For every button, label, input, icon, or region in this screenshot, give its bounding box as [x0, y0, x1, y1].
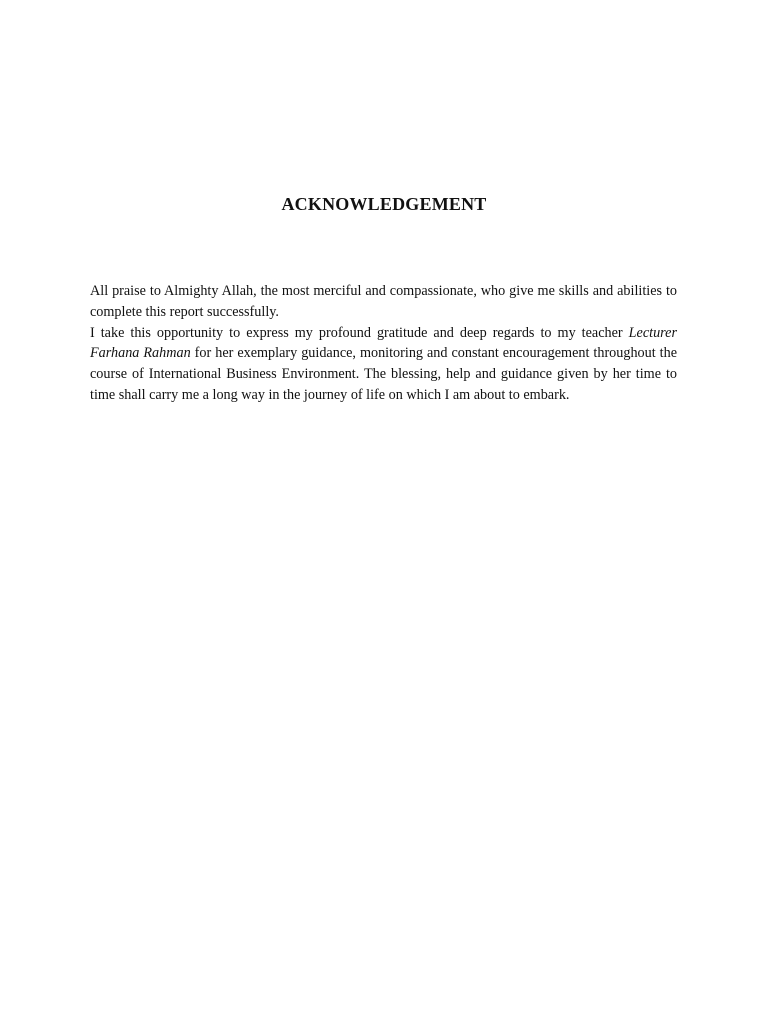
gratitude-text-start: I take this opportunity to express my profound gratitude and deep regards to my teacher [90, 324, 629, 341]
paragraph-praise: All praise to Almighty Allah, the most merciful and compassionate, who give me skills and abilities to complete this report successfully. [90, 283, 677, 320]
acknowledgement-body [90, 281, 677, 406]
paragraph-gratitude [90, 323, 677, 406]
page-title: ACKNOWLEDGEMENT [281, 194, 487, 214]
gratitude-text-end: for her exemplary guidance, monitoring and constant encouragement throughout the course of International Business Environment. The blessing, help and guidance given by her time to time shall carry me a long way in the journey of life on which I am about to embark. [90, 345, 678, 403]
teacher-name: Lecturer Farhana Rahman [90, 324, 677, 362]
